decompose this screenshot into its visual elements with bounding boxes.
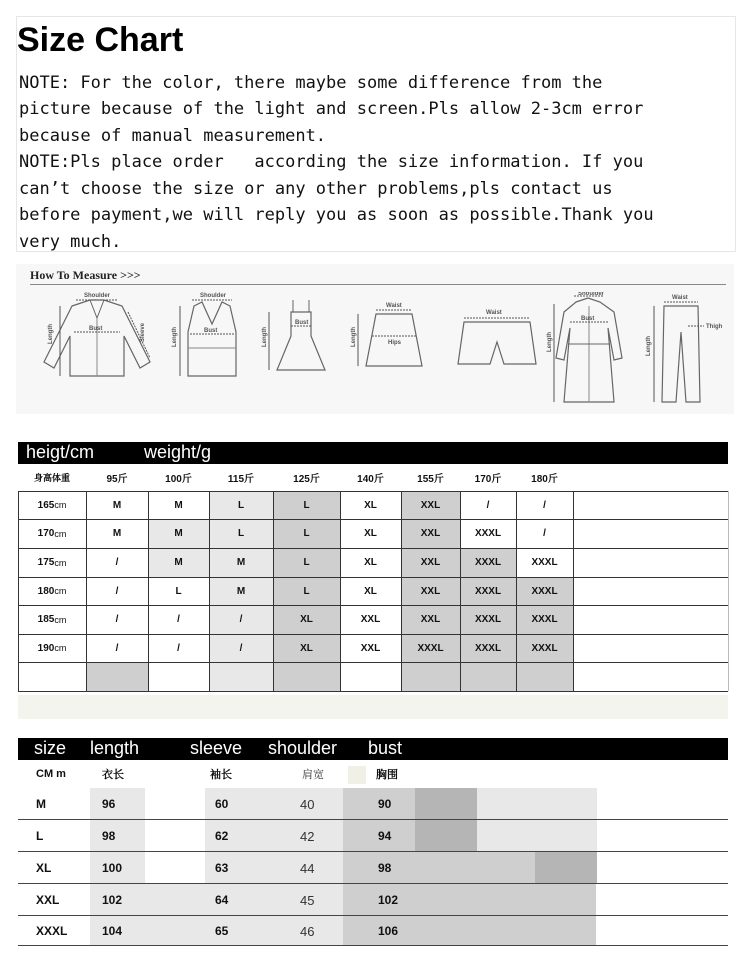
size-cell: XL bbox=[364, 528, 377, 539]
size-cell: / bbox=[177, 614, 180, 625]
how-to-measure-title: How To Measure >>> bbox=[30, 268, 141, 282]
sub-header: 肩宽 bbox=[302, 769, 324, 781]
note-line: picture because of the light and screen.Pls allow 2-3cm error bbox=[19, 99, 644, 119]
label-bust: Bust bbox=[204, 328, 218, 334]
weight-column-header: 155斤 bbox=[417, 474, 444, 485]
size-cell: XXL bbox=[420, 557, 441, 568]
label-hips: Hips bbox=[388, 340, 402, 346]
height-cell bbox=[18, 548, 86, 577]
height-value: 165 bbox=[37, 499, 55, 511]
coat-figure bbox=[544, 292, 634, 408]
height-unit: cm bbox=[54, 557, 67, 568]
size-cell: XXXL bbox=[36, 924, 68, 938]
size-cell: XXXL bbox=[531, 557, 558, 568]
shirt-figure bbox=[32, 292, 162, 408]
shoulder-cell: 45 bbox=[300, 892, 315, 908]
shade-band bbox=[86, 662, 148, 691]
shoulder-cell: 46 bbox=[300, 923, 315, 939]
length-header: length bbox=[90, 738, 140, 758]
height-unit: cm bbox=[54, 614, 67, 625]
note-line: NOTE: For the color, there maybe some difference from the bbox=[19, 73, 603, 93]
shade-band bbox=[477, 820, 597, 852]
row-divider bbox=[18, 945, 728, 946]
height-unit: cm bbox=[54, 586, 67, 596]
table-footer-band bbox=[18, 695, 728, 719]
skirt-figure bbox=[348, 292, 438, 408]
shade-band bbox=[477, 788, 597, 820]
label-length: Length bbox=[646, 336, 652, 356]
shade-band bbox=[348, 766, 366, 784]
size-cell: L bbox=[36, 829, 44, 843]
grid-line bbox=[573, 491, 574, 691]
size-cell: L bbox=[237, 499, 245, 511]
size-cell: M bbox=[112, 499, 122, 511]
label-waist: Waist bbox=[672, 295, 688, 301]
length-cell: 102 bbox=[102, 893, 123, 907]
shade-band bbox=[415, 820, 477, 852]
label-length: Length bbox=[48, 324, 54, 344]
shade-band bbox=[90, 820, 145, 852]
size-cell: XL bbox=[364, 499, 377, 511]
height-value: 175 bbox=[37, 557, 55, 568]
pants-figure bbox=[636, 292, 731, 408]
shorts-figure bbox=[446, 292, 546, 408]
size-cell: / bbox=[177, 642, 180, 654]
sub-header: 胸围 bbox=[376, 769, 398, 781]
size-cell: XXL bbox=[420, 614, 441, 625]
height-value: 180 bbox=[37, 585, 55, 597]
size-cell: M bbox=[236, 557, 246, 568]
shade-band bbox=[145, 916, 205, 946]
sleeve-header: sleeve bbox=[190, 738, 243, 758]
shade-band bbox=[415, 916, 596, 946]
size-cell: XXXL bbox=[474, 585, 502, 597]
sleeve-cell: 64 bbox=[215, 893, 229, 907]
size-cell: XL bbox=[300, 642, 313, 654]
bust-cell: 98 bbox=[378, 861, 392, 875]
label-length: Length bbox=[547, 332, 553, 352]
length-cell: 96 bbox=[102, 797, 116, 811]
size-cell: L bbox=[303, 585, 310, 597]
size-cell: L bbox=[175, 585, 182, 597]
height-value: 170 bbox=[37, 528, 55, 539]
size-cell: XL bbox=[300, 614, 313, 625]
size-cell: / bbox=[239, 614, 243, 625]
shoulder-cell: 40 bbox=[300, 796, 315, 812]
shoulder-cell: 44 bbox=[300, 860, 315, 876]
size-cell: / bbox=[115, 642, 119, 654]
weight-column-header: 95斤 bbox=[106, 474, 128, 485]
note-line: before payment,we will reply you as soon as possible.Thank you bbox=[19, 205, 654, 225]
weight-column-header: 125斤 bbox=[293, 474, 320, 485]
note-line: can’t choose the size or any other problems,pls contact us bbox=[19, 179, 613, 199]
size-header: size bbox=[34, 738, 67, 758]
size-cell: XXL bbox=[36, 893, 60, 907]
size-cell: L bbox=[303, 557, 310, 568]
bust-cell: 106 bbox=[378, 924, 399, 938]
label-length: Length bbox=[351, 327, 357, 347]
size-cell: / bbox=[239, 642, 243, 654]
size-cell: L bbox=[303, 499, 310, 511]
label-shoulder: Shoulder bbox=[84, 293, 111, 299]
grid-line bbox=[18, 662, 728, 663]
size-cell: XXL bbox=[420, 499, 441, 511]
size-cell: / bbox=[486, 499, 490, 511]
size-cell: M bbox=[36, 797, 46, 811]
label-shoulder: Shoulder bbox=[200, 293, 227, 299]
divider bbox=[30, 284, 726, 285]
size-cell: / bbox=[543, 499, 546, 511]
shade-band bbox=[415, 884, 596, 916]
label-bust: Bust bbox=[581, 316, 595, 322]
sub-header: 袖长 bbox=[210, 769, 232, 781]
page-title: Size Chart bbox=[17, 21, 184, 59]
size-cell: XL bbox=[364, 557, 377, 568]
height-unit: cm bbox=[54, 643, 67, 653]
height-value: 190 bbox=[37, 642, 55, 654]
size-cell: XXXL bbox=[474, 642, 502, 654]
grid-line bbox=[728, 491, 729, 691]
weight-column-header: 100斤 bbox=[165, 474, 192, 485]
size-cell: M bbox=[174, 528, 183, 539]
size-cell: / bbox=[115, 557, 119, 568]
label-length: Length bbox=[262, 327, 268, 347]
size-cell: XXL bbox=[360, 642, 381, 654]
corner-label: 身高体重 bbox=[33, 473, 70, 483]
bust-cell: 102 bbox=[378, 893, 399, 907]
size-cell: XXXL bbox=[474, 557, 502, 568]
height-cell bbox=[18, 577, 86, 605]
bust-cell: 94 bbox=[378, 829, 392, 843]
size-cell: M bbox=[112, 528, 122, 539]
label-thigh: Thigh bbox=[706, 324, 723, 330]
sleeve-cell: 62 bbox=[215, 829, 229, 843]
weight-column-header: 180斤 bbox=[531, 474, 558, 485]
sleeve-cell: 65 bbox=[215, 924, 229, 938]
grid-line bbox=[18, 691, 728, 692]
size-cell: / bbox=[543, 528, 546, 539]
bust-header: bust bbox=[368, 738, 403, 758]
shade-band bbox=[415, 852, 535, 884]
length-cell: 98 bbox=[102, 829, 116, 843]
label-sleeve: Sleeve bbox=[140, 322, 146, 342]
label-bust: Bust bbox=[89, 326, 103, 332]
how-to-measure-panel bbox=[16, 264, 734, 414]
weight-column-header: 170斤 bbox=[474, 474, 502, 485]
shade-band bbox=[90, 788, 145, 820]
size-cell: M bbox=[236, 585, 246, 597]
size-cell: XXXL bbox=[417, 642, 444, 654]
dress-figure bbox=[261, 292, 341, 408]
sleeve-cell: 63 bbox=[215, 861, 229, 875]
label-length: Length bbox=[172, 327, 178, 347]
size-cell: M bbox=[174, 557, 183, 568]
shade-band bbox=[145, 884, 205, 916]
shade-band bbox=[415, 788, 477, 820]
label-bust: Bust bbox=[295, 320, 309, 326]
shade-band bbox=[535, 852, 597, 884]
size-cell: XL bbox=[36, 861, 52, 875]
size-cell: XL bbox=[364, 585, 377, 597]
sub-header: 衣长 bbox=[102, 769, 124, 781]
label-waist: Waist bbox=[386, 303, 402, 309]
shoulder-cell: 42 bbox=[300, 828, 315, 844]
size-chart-notes bbox=[16, 16, 736, 252]
bust-cell: 90 bbox=[378, 797, 392, 811]
size-cell: XXXL bbox=[531, 642, 558, 654]
note-line: very much. bbox=[19, 232, 122, 252]
sleeve-cell: 60 bbox=[215, 797, 229, 811]
size-table-header bbox=[18, 738, 728, 760]
size-cell: / bbox=[115, 614, 119, 625]
height-header: heigt/cm bbox=[26, 442, 95, 462]
size-cell: L bbox=[303, 528, 310, 539]
size-cell: M bbox=[174, 499, 183, 511]
label-shoulder: Shoulder bbox=[578, 292, 605, 297]
height-cell bbox=[18, 519, 86, 548]
size-cell: XXXL bbox=[531, 614, 558, 625]
height-weight-header bbox=[18, 442, 728, 464]
size-cell: XXL bbox=[360, 614, 381, 625]
shoulder-header: shoulder bbox=[268, 738, 338, 758]
height-cell bbox=[18, 605, 86, 634]
height-cell bbox=[18, 634, 86, 662]
length-cell: 100 bbox=[102, 861, 123, 875]
size-cell: / bbox=[115, 585, 119, 597]
height-value: 185 bbox=[37, 614, 55, 625]
size-cell: XXL bbox=[420, 528, 441, 539]
size-cell: L bbox=[237, 528, 245, 539]
weight-column-header: 140斤 bbox=[357, 474, 384, 485]
size-cell: XXXL bbox=[474, 528, 502, 539]
weight-header: weight/g bbox=[144, 442, 212, 462]
sub-header: CM m bbox=[36, 768, 66, 780]
height-unit: cm bbox=[54, 500, 67, 510]
note-line: because of manual measurement. bbox=[19, 126, 327, 146]
size-cell: XXXL bbox=[531, 585, 558, 597]
note-line: NOTE:Pls place order according the size information. If you bbox=[19, 152, 644, 172]
label-waist: Waist bbox=[486, 310, 502, 316]
length-cell: 104 bbox=[102, 924, 123, 938]
vest-figure bbox=[166, 292, 256, 408]
height-cell bbox=[18, 491, 86, 519]
weight-column-header: 115斤 bbox=[227, 474, 255, 485]
height-unit: cm bbox=[54, 528, 67, 539]
size-cell: XXL bbox=[420, 585, 441, 597]
size-cell: XXXL bbox=[474, 614, 502, 625]
